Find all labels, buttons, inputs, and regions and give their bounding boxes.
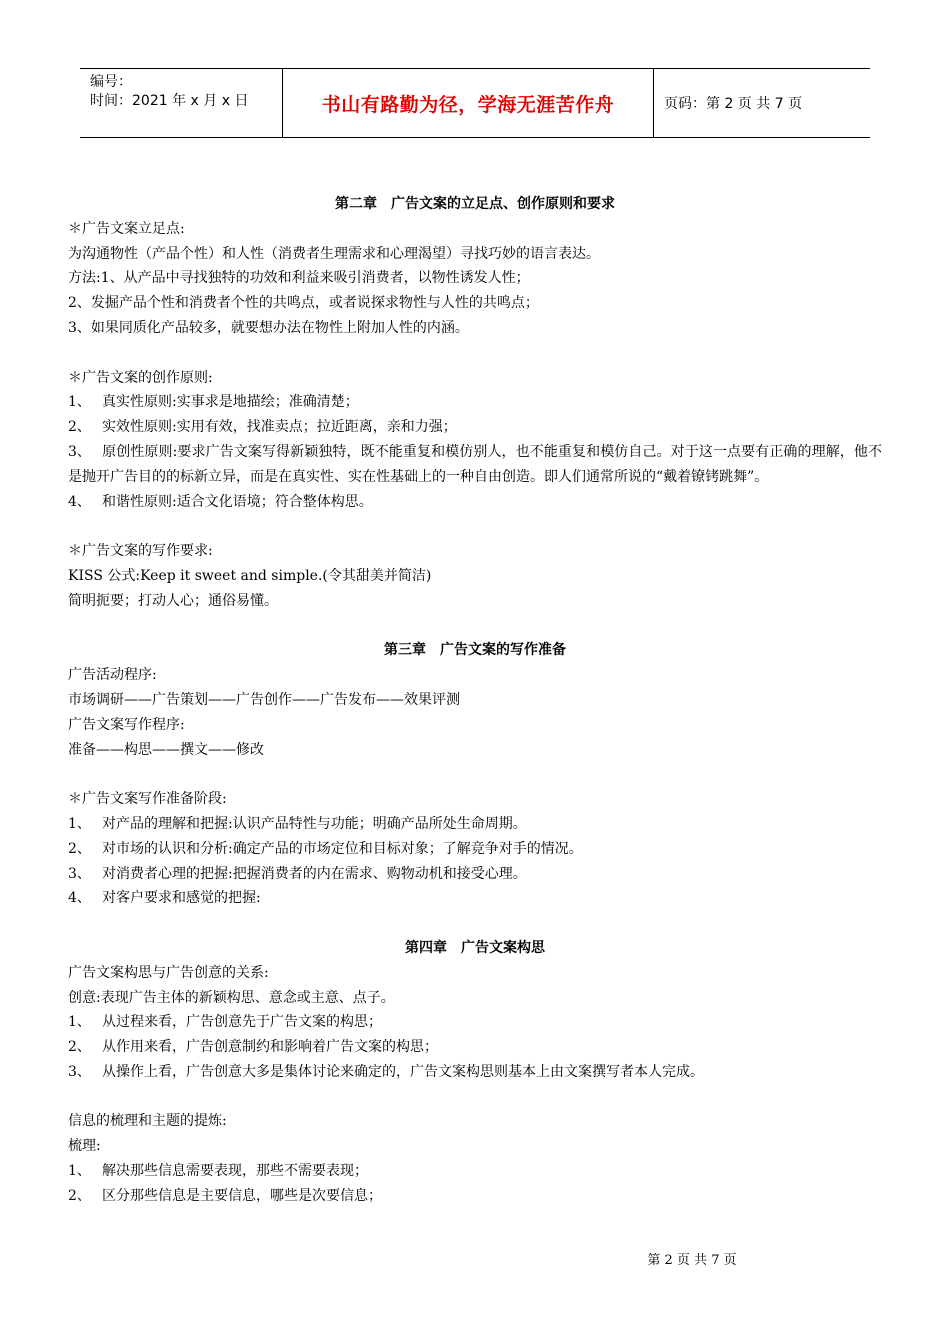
list-number: 3、 xyxy=(68,1063,91,1080)
list-text: 从操作上看，广告创意大多是集体讨论来确定的，广告文案构思则基本上由文案撰写者本人完成。 xyxy=(102,1063,704,1080)
spacer xyxy=(68,762,882,787)
spacer xyxy=(68,341,882,366)
list-text: 从作用来看，广告创意制约和影响着广告文案的构思； xyxy=(102,1039,438,1056)
list-item xyxy=(68,415,882,440)
page-footer: 第 2 页 共 7 页 xyxy=(647,1253,737,1268)
body-text: 广告文案写作程序: xyxy=(68,716,185,733)
header-page-info: 页码：第 2 页 共 7 页 xyxy=(664,96,803,112)
section-title: ＊广告文案立足点: xyxy=(68,220,185,237)
section-title: ＊广告文案写作准备阶段: xyxy=(68,791,227,808)
document-body xyxy=(68,192,882,1209)
body-text: 梳理: xyxy=(68,1138,101,1155)
list-item xyxy=(68,886,882,911)
list-item xyxy=(68,1060,882,1085)
serial-label: 编号： xyxy=(90,74,132,90)
body-text: 3、如果同质化产品较多，就要想办法在物性上附加人性的内涵。 xyxy=(68,319,469,336)
list-number: 1、 xyxy=(68,394,91,411)
header-motto: 书山有路勤为径，学海无涯苦作舟 xyxy=(282,69,654,137)
section-title: ＊广告文案的创作原则: xyxy=(68,369,213,386)
list-item xyxy=(68,837,882,862)
list-text: 和谐性原则:适合文化语境；符合整体构思。 xyxy=(102,493,373,510)
list-item xyxy=(68,1159,882,1184)
spacer xyxy=(68,514,882,539)
list-number: 4、 xyxy=(68,493,91,510)
list-text: 对产品的理解和把握:认识产品特性与功能；明确产品所处生命周期。 xyxy=(102,815,527,832)
chapter-3-title: 第三章 广告文案的写作准备 xyxy=(384,642,566,659)
body-text: 2、发掘产品个性和消费者个性的共鸣点，或者说探求物性与人性的共鸣点； xyxy=(68,295,539,312)
section-title: ＊广告文案的写作要求: xyxy=(68,543,213,560)
list-number: 2、 xyxy=(68,1039,91,1056)
document-header xyxy=(80,68,870,138)
chapter-4-title: 第四章 广告文案构思 xyxy=(405,939,545,956)
spacer xyxy=(68,614,882,639)
list-number: 3、 xyxy=(68,865,91,882)
section-title: 信息的梳理和主题的提炼: xyxy=(68,1113,227,1130)
list-number: 4、 xyxy=(68,890,91,907)
body-text: 广告文案构思与广告创意的关系: xyxy=(68,964,269,981)
body-text: 创意:表现广告主体的新颖构思、意念或主意、点子。 xyxy=(68,989,395,1006)
list-text: 真实性原则:实事求是地描绘；准确清楚； xyxy=(102,394,359,411)
list-item xyxy=(68,1010,882,1035)
list-item-paragraph xyxy=(68,440,882,490)
list-text: 对市场的认识和分析:确定产品的市场定位和目标对象；了解竞争对手的情况。 xyxy=(102,840,583,857)
list-number: 1、 xyxy=(68,1163,91,1180)
list-item xyxy=(68,1184,882,1209)
list-number: 2、 xyxy=(68,1187,91,1204)
list-text: 解决那些信息需要表现，那些不需要表现； xyxy=(102,1163,368,1180)
list-number: 3、 xyxy=(68,443,91,460)
chapter-2-title: 第二章 广告文案的立足点、创作原则和要求 xyxy=(335,196,615,212)
list-text: 实效性原则:实用有效，找准卖点；拉近距离，亲和力强； xyxy=(102,419,457,436)
list-item xyxy=(68,812,882,837)
list-text: 从过程来看，广告创意先于广告文案的构思； xyxy=(102,1014,382,1031)
list-item xyxy=(68,1035,882,1060)
list-number: 2、 xyxy=(68,840,91,857)
body-text: 市场调研——广告策划——广告创作——广告发布——效果评测 xyxy=(68,691,460,708)
list-item xyxy=(68,390,882,415)
header-meta xyxy=(80,69,282,137)
body-text: 简明扼要；打动人心；通俗易懂。 xyxy=(68,592,278,609)
body-text: 方法:1、从产品中寻找独特的功效和利益来吸引消费者，以物性诱发人性； xyxy=(68,270,530,287)
body-text: 准备——构思——撰文——修改 xyxy=(68,741,264,758)
body-text: 为沟通物性（产品个性）和人性（消费者生理需求和心理渴望）寻找巧妙的语言表达。 xyxy=(68,245,600,262)
list-text: 区分那些信息是主要信息，哪些是次要信息； xyxy=(102,1187,382,1204)
list-number: 2、 xyxy=(68,419,91,436)
list-number: 1、 xyxy=(68,815,91,832)
list-item xyxy=(68,862,882,887)
body-text: KISS 公式:Keep it sweet and simple.(令其甜美并简洁) xyxy=(68,567,432,584)
spacer xyxy=(68,1085,882,1110)
list-number: 1、 xyxy=(68,1014,91,1031)
list-text: 原创性原则:要求广告文案写得新颖独特，既不能重复和模仿别人，也不能重复和模仿自己。对于这一点要有正确的理解，他不是抛开广告目的的标新立异，而是在真实性、实在性基础上的一种自由创造。即人们通常所说的“戴着镣铐跳舞”。 xyxy=(68,443,882,485)
list-text: 对客户要求和感觉的把握: xyxy=(102,890,261,907)
list-text: 对消费者心理的把握:把握消费者的内在需求、购物动机和接受心理。 xyxy=(102,865,527,882)
spacer xyxy=(68,911,882,936)
list-item xyxy=(68,490,882,515)
date-label: 时间：2021 年 x 月 x 日 xyxy=(90,93,249,109)
body-text: 广告活动程序: xyxy=(68,667,157,684)
